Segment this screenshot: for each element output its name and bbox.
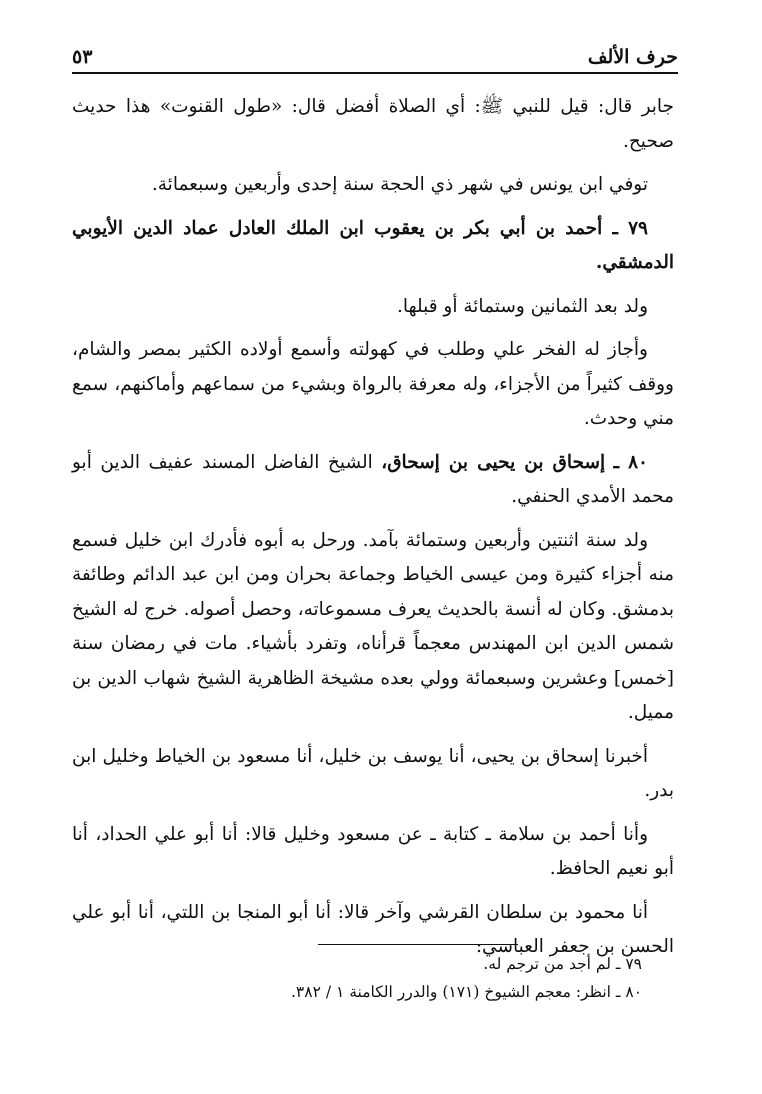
paragraph-biography-79: وأجاز له الفخر علي وطلب في كهولته وأسمع أولاده الكثير بمصر والشام، ووقف كثيراً من الأجزاء، وله معرفة بالرواة وبشيء من سماعهم وأماكنهم، سمع مني وحدث. (72, 339, 674, 429)
entry-80-heading (72, 446, 674, 515)
entry-80-number: ٨٠ ـ (613, 451, 648, 473)
paragraph-birth: ولد بعد الثمانين وستمائة أو قبلها. (396, 295, 648, 317)
paragraph-isnad-2: وأنا أحمد بن سلامة ـ كتابة ـ عن مسعود وخليل قالا: أنا أبو علي الحداد، أنا أبو نعيم الحافظ. (72, 823, 674, 879)
page-header (72, 44, 678, 74)
paragraph-biography-80: ولد سنة اثنتين وأربعين وستمائة بآمد. ورحل به أبوه فأدرك ابن خليل فسمع منه أجزاء كثيرة ومن عيسى الخياط وجماعة بحران ومن ابن عبد الدائم وطائفة بدمشق. وكان له أنسة بالحديث يعرف مسموعاته، وحصل أصوله. خرج له الشيخ شمس الدين ابن المهندس معجماً قرأناه، وتفرد بأشياء. مات في رمضان سنة [خمس] وعشرين وسبعمائة وولي بعده مشيخة الظاهرية الشيخ شهاب الدين بن مميل. (72, 529, 674, 723)
entry-80-name: إسحاق بن يحيى بن إسحاق، (381, 451, 606, 473)
paragraph-isnad-3: أنا محمود بن سلطان القرشي وآخر قالا: أنا أبو المنجا بن اللتي، أنا أبو علي الحسن بن جعفر العباسي: (72, 901, 674, 957)
page-number: ٥٣ (72, 46, 93, 68)
entry-80-title: الشيخ الفاضل المسند عفيف الدين أبو محمد الأمدي الحنفي. (72, 451, 674, 507)
paragraph-isnad-1: أخبرنا إسحاق بن يحيى، أنا يوسف بن خليل، أنا مسعود بن الخياط وخليل ابن بدر. (72, 745, 674, 801)
footnote-80: ٨٠ ـ انظر: معجم الشيوخ (١٧١) والدرر الكامنة ١ / ٣٨٢. (290, 983, 642, 1001)
footnote-divider (318, 944, 518, 945)
entry-79-name: أحمد بن أبي بكر بن يعقوب ابن الملك العادل عماد الدين الأيوبي الدمشقي. (72, 217, 674, 273)
footnote-79: ٧٩ ـ لم أجد من ترجم له. (483, 955, 642, 973)
paragraph-death-date: توفي ابن يونس في شهر ذي الحجة سنة إحدى وأربعين وسبعمائة. (151, 174, 648, 195)
entry-79-number: ٧٩ ـ (612, 217, 648, 239)
paragraph-hadith-end: جابر قال: قيل للنبي ﷺ: أي الصلاة أفضل قال: «طول القنوت» هذا حديث صحيح. (72, 96, 674, 152)
running-title: حرف الألف (587, 46, 678, 68)
entry-79-heading (72, 212, 674, 281)
footnotes (100, 950, 642, 1006)
body-text (72, 90, 674, 974)
